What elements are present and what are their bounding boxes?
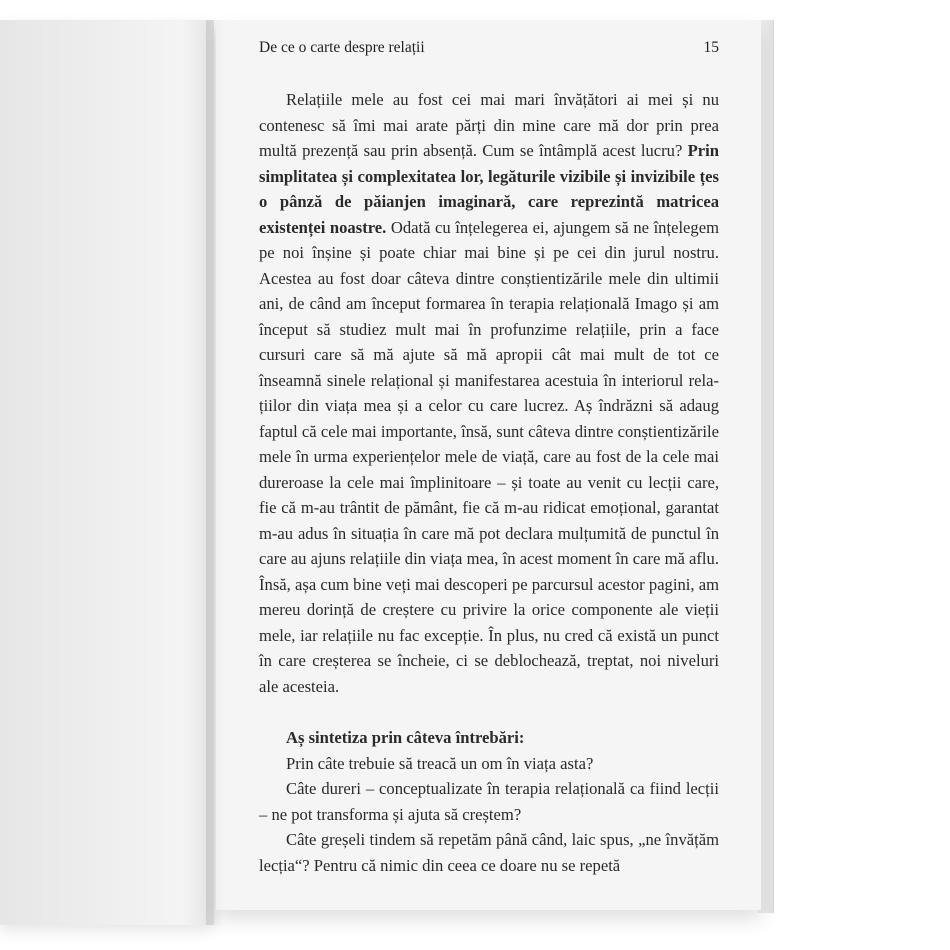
question-2: Câte dureri – conceptualizate în terapia relațională ca fiind lecții – ne pot transforma și ajuta să creștem?: [259, 779, 719, 824]
paragraph-1-start: Relațiile mele au fost cei mai mari învățători ai mei și nu contenesc să îmi mai arate părți din mine care mă dor prin prea multă prezență sau prin absență. Cum se întâmplă acest lucru?: [259, 90, 719, 160]
running-header: [259, 39, 719, 61]
text-body: [259, 87, 719, 878]
questions-heading: Aș sintetiza prin câteva întrebări:: [286, 728, 525, 747]
right-page: [216, 20, 761, 910]
left-page: [0, 20, 214, 925]
paragraph-1: [259, 87, 719, 699]
page-number: 15: [703, 39, 719, 56]
book-gutter-shadow: [206, 20, 224, 925]
question-1: Prin câte trebuie să treacă un om în viața asta?: [286, 753, 594, 773]
chapter-title: De ce o carte despre relații: [259, 39, 425, 56]
paragraph-1-bold: Prin simplitatea și complexitatea lor, legăturile vizibile și invizibile țes o pânză de păianjen imaginară, care reprezintă matricea existenței noastre.: [259, 141, 719, 237]
question-3: Câte greșeli tindem să repetăm până când, laic spus, „ne învățăm lecția“? Pentru că nimic din ceea ce doare nu se repetă: [259, 830, 719, 875]
paragraph-1-end: Odată cu înțelegerea ei, ajungem să ne înțelegem pe noi înșine și poate chiar mai bine și pe cei din jurul nostru. Acestea au fost doar câteva dintre conștientizările mele din ultimii ani, de când am început formarea în terapia relațională Imago și am început să studiez mult mai în profunzime relațiile, prin a face cursuri care să mă ajute să mă apropii cât mai mult de tot ce înseamnă sinele relațional și manifestarea acestuia în interiorul relațiilor din viața mea și a celor cu care lucrez. Aș îndrăzni să adaug faptul că cele mai importante, însă, sunt câteva dintre conștientizările mele în urma experiențelor mele de viață, care au fost de la cele mai dureroase la cele mai împlinitoare – și toate au venit cu lecții care, fie că m-au trântit de pământ, fie că m-au ridicat emoțional, garantat m-au adus în situația în care mă pot declara mulțumită de punctul în care au ajuns relațiile din viața mea, în acest moment în care mă aflu. Însă, așa cum bine veți mai descoperi pe parcursul acestor pagini, am mereu dorință de creștere cu privire la orice componente ale vieții mele, iar relațiile nu fac excepție. În plus, nu cred că există un punct în care creșterea se încheie, ci se deblochează, treptat, noi niveluri ale acesteia.: [259, 217, 719, 696]
